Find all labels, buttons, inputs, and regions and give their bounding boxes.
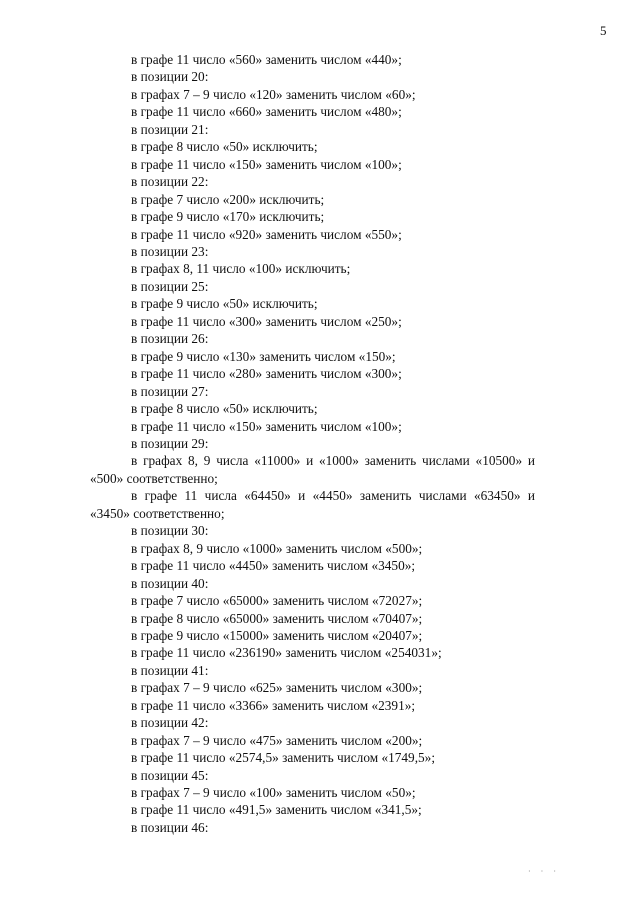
text-line: в позиции 30: bbox=[131, 523, 209, 539]
text-line: в графах 8, 9 число «1000» заменить числом «500»; bbox=[131, 540, 423, 556]
text-line: в графе 7 число «200» исключить; bbox=[131, 191, 325, 207]
text-line: в графе 9 число «170» исключить; bbox=[131, 209, 325, 225]
text-line: в позиции 40: bbox=[131, 575, 209, 591]
text-line: в позиции 22: bbox=[131, 174, 209, 190]
text-line: в графе 9 число «15000» заменить числом «20407»; bbox=[131, 627, 423, 643]
text-line: в графах 7 – 9 число «120» заменить числом «60»; bbox=[131, 86, 416, 102]
text-line: в графе 8 число «50» исключить; bbox=[131, 139, 318, 155]
text-line: в позиции 42: bbox=[131, 715, 209, 731]
text-line: в позиции 23: bbox=[131, 243, 209, 259]
text-line: в графе 9 число «130» заменить числом «150»; bbox=[131, 348, 396, 364]
justified-paragraph: в графах 8, 9 числа «11000» и «1000» заменить числами «10500» и «500» соответственно; bbox=[90, 453, 535, 486]
text-line: в графе 11 число «236190» заменить числом «254031»; bbox=[131, 645, 442, 661]
text-line: в позиции 46: bbox=[131, 819, 209, 835]
text-line: в графах 7 – 9 число «625» заменить числом «300»; bbox=[131, 680, 423, 696]
text-line: в позиции 27: bbox=[131, 383, 209, 399]
text-line: в позиции 20: bbox=[131, 69, 209, 85]
text-line: в графе 11 число «920» заменить числом «550»; bbox=[131, 226, 402, 242]
text-line: в позиции 26: bbox=[131, 331, 209, 347]
text-line: в позиции 21: bbox=[131, 121, 209, 137]
text-line: в графах 7 – 9 число «100» заменить числом «50»; bbox=[131, 785, 416, 801]
text-line: в графе 11 число «2574,5» заменить числом «1749,5»; bbox=[131, 750, 436, 766]
text-line: в позиции 41: bbox=[131, 662, 209, 678]
text-line: в графе 7 число «65000» заменить числом «72027»; bbox=[131, 593, 423, 609]
text-line: в графах 7 – 9 число «475» заменить числом «200»; bbox=[131, 732, 423, 748]
text-line: в графе 11 число «491,5» заменить числом «341,5»; bbox=[131, 802, 422, 818]
text-line: в графе 8 число «65000» заменить числом «70407»; bbox=[131, 610, 423, 626]
text-line: в графе 8 число «50» исключить; bbox=[131, 401, 318, 417]
text-line: в графах 8, 11 число «100» исключить; bbox=[131, 261, 351, 277]
text-line: в графе 11 число «660» заменить числом «480»; bbox=[131, 104, 402, 120]
text-line: в графе 11 число «150» заменить числом «100»; bbox=[131, 156, 402, 172]
text-line: в графе 9 число «50» исключить; bbox=[131, 296, 318, 312]
text-line: в графе 11 число «3366» заменить числом «2391»; bbox=[131, 697, 416, 713]
scan-specks: · · · bbox=[528, 867, 560, 876]
text-line: в графе 11 число «4450» заменить числом «3450»; bbox=[131, 558, 416, 574]
text-line: в позиции 45: bbox=[131, 767, 209, 783]
text-line: в позиции 25: bbox=[131, 278, 209, 294]
amendments-text bbox=[90, 51, 535, 836]
text-line: в графе 11 число «280» заменить числом «300»; bbox=[131, 366, 402, 382]
text-line: в графе 11 число «150» заменить числом «100»; bbox=[131, 418, 402, 434]
justified-paragraph: в графе 11 числа «64450» и «4450» заменить числами «63450» и «3450» соответственно; bbox=[90, 488, 535, 521]
page-number: 5 bbox=[600, 23, 607, 38]
text-line: в графе 11 число «560» заменить числом «440»; bbox=[131, 52, 402, 67]
text-line: в позиции 29: bbox=[131, 435, 209, 451]
text-line: в графе 11 число «300» заменить числом «250»; bbox=[131, 313, 402, 329]
